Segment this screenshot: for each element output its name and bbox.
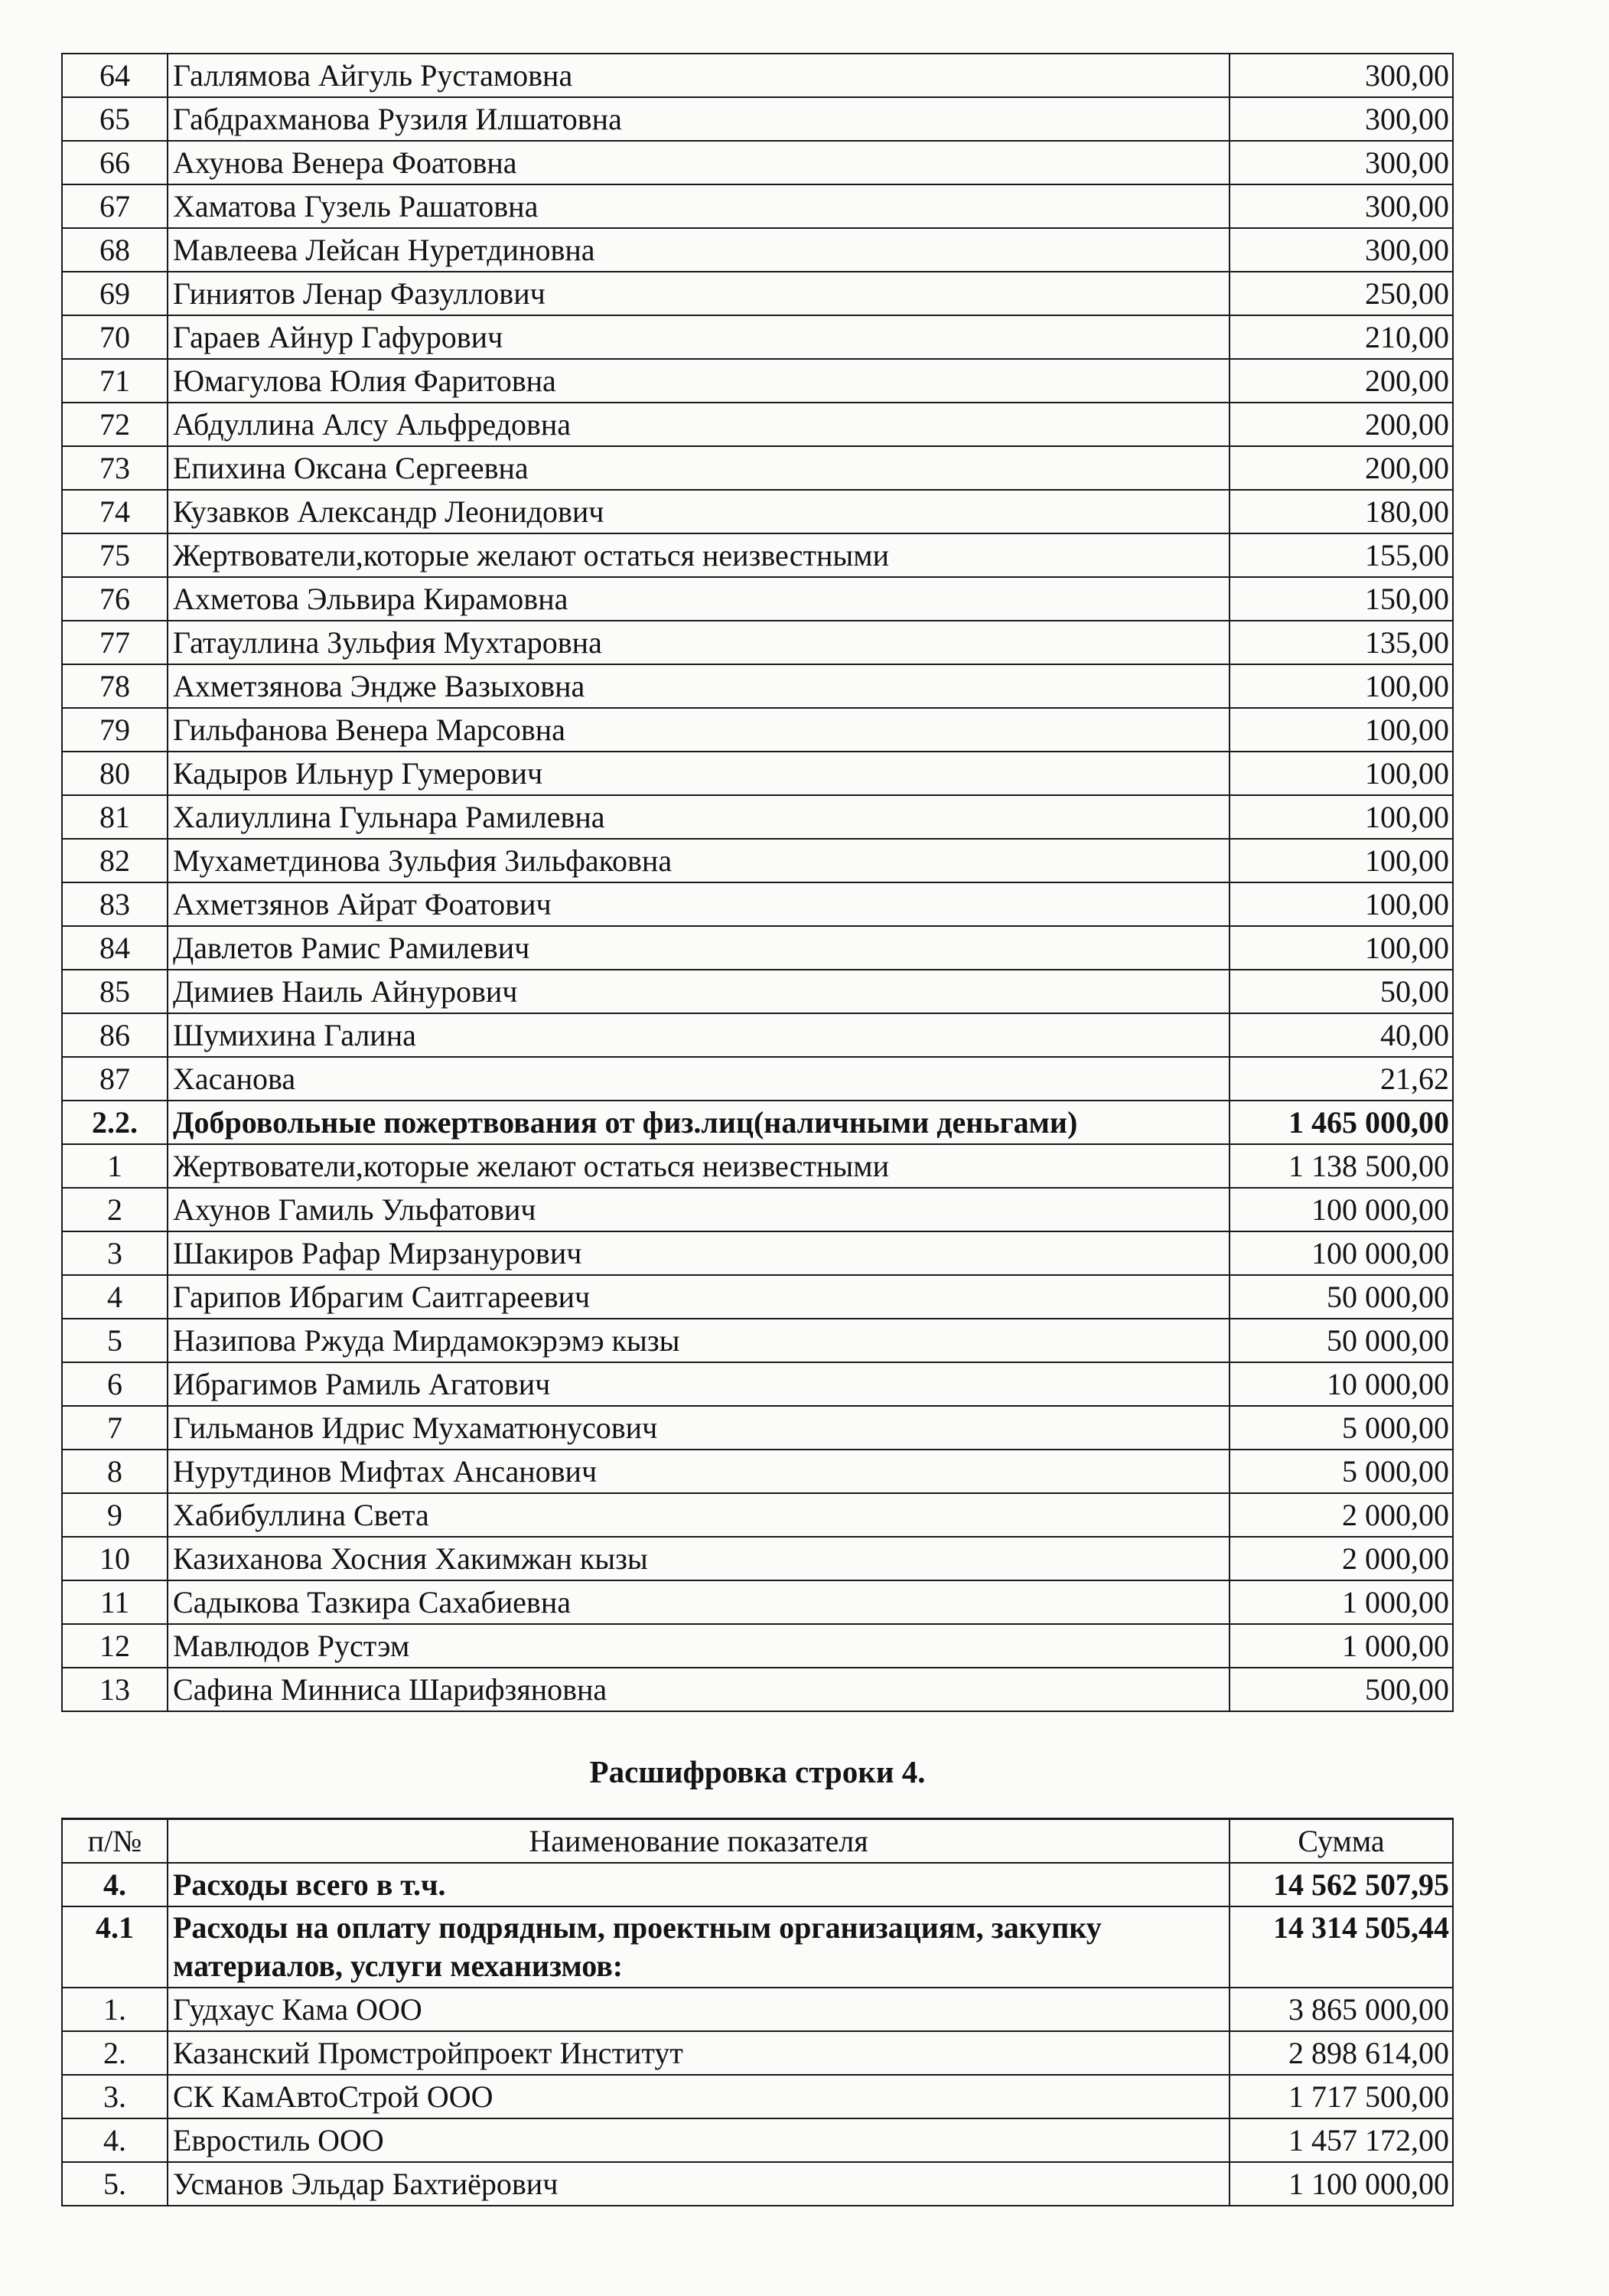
- row-name: Усманов Эльдар Бахтиёрович: [168, 2162, 1230, 2206]
- row-name: Расходы на оплату подрядным, проектным организациям, закупку материалов, услуги механизмов:: [168, 1906, 1230, 1988]
- row-name: Гиниятов Ленар Фазуллович: [168, 272, 1230, 315]
- row-amount: 300,00: [1230, 228, 1453, 272]
- row-amount: 1 100 000,00: [1230, 2162, 1453, 2206]
- row-number: 84: [62, 926, 168, 970]
- row-name: Абдуллина Алсу Альфредовна: [168, 403, 1230, 446]
- table-row: [62, 970, 1453, 1013]
- expenses-table: [61, 1818, 1454, 2206]
- row-name: Шакиров Рафар Мирзанурович: [168, 1231, 1230, 1275]
- header-amount: Сумма: [1230, 1819, 1453, 1864]
- row-name: Ахметова Эльвира Кирамовна: [168, 577, 1230, 621]
- row-amount: 2 000,00: [1230, 1537, 1453, 1580]
- row-amount: 100,00: [1230, 882, 1453, 926]
- row-amount: 100,00: [1230, 664, 1453, 708]
- row-name: Ахметзянова Эндже Вазыховна: [168, 664, 1230, 708]
- row-number: 10: [62, 1537, 168, 1580]
- row-name: Габдрахманова Рузиля Илшатовна: [168, 97, 1230, 141]
- row-number: 71: [62, 359, 168, 403]
- row-amount: 155,00: [1230, 533, 1453, 577]
- row-number: 5: [62, 1319, 168, 1362]
- row-number: 6: [62, 1362, 168, 1406]
- row-name: Хабибуллина Света: [168, 1493, 1230, 1537]
- row-number: 72: [62, 403, 168, 446]
- table-row: [62, 533, 1453, 577]
- row-name: Сафина Минниса Шарифзяновна: [168, 1668, 1230, 1711]
- header-name: Наименование показателя: [168, 1819, 1230, 1864]
- row-amount: 200,00: [1230, 446, 1453, 490]
- row-number: 11: [62, 1580, 168, 1624]
- row-amount: 100,00: [1230, 839, 1453, 882]
- table-row: [62, 882, 1453, 926]
- table-row: [62, 403, 1453, 446]
- row-number: 70: [62, 315, 168, 359]
- row-number: 85: [62, 970, 168, 1013]
- row-name: Евростиль ООО: [168, 2118, 1230, 2162]
- row-name: Гараев Айнур Гафурович: [168, 315, 1230, 359]
- row-number: 77: [62, 621, 168, 664]
- table-row: [62, 2162, 1453, 2206]
- table-row: [62, 577, 1453, 621]
- row-amount: 1 717 500,00: [1230, 2075, 1453, 2118]
- row-number: 86: [62, 1013, 168, 1057]
- table-row: [62, 97, 1453, 141]
- table-row: [62, 1624, 1453, 1668]
- table-row: [62, 1988, 1453, 2031]
- table-row: [62, 315, 1453, 359]
- row-number: 67: [62, 184, 168, 228]
- row-name: Хаматова Гузель Рашатовна: [168, 184, 1230, 228]
- row-amount: 1 457 172,00: [1230, 2118, 1453, 2162]
- row-name: Галлямова Айгуль Рустамовна: [168, 54, 1230, 97]
- row-name: Димиев Наиль Айнурович: [168, 970, 1230, 1013]
- row-number: 4.1: [62, 1906, 168, 1988]
- row-amount: 100,00: [1230, 795, 1453, 839]
- row-number: 9: [62, 1493, 168, 1537]
- row-name: Гильманов Идрис Мухаматюнусович: [168, 1406, 1230, 1450]
- row-name: Ахунова Венера Фоатовна: [168, 141, 1230, 184]
- table-row: [62, 1450, 1453, 1493]
- row-amount: 300,00: [1230, 184, 1453, 228]
- row-amount: 180,00: [1230, 490, 1453, 533]
- table-row: [62, 1188, 1453, 1231]
- row-amount: 1 000,00: [1230, 1580, 1453, 1624]
- table-row: [62, 1319, 1453, 1362]
- row-name: Гатауллина Зульфия Мухтаровна: [168, 621, 1230, 664]
- row-amount: 100,00: [1230, 926, 1453, 970]
- table-row: [62, 1668, 1453, 1711]
- table-row: [62, 926, 1453, 970]
- row-name: Жертвователи,которые желают остаться неизвестными: [168, 533, 1230, 577]
- row-number: 68: [62, 228, 168, 272]
- row-name: Ахметзянов Айрат Фоатович: [168, 882, 1230, 926]
- row-number: 69: [62, 272, 168, 315]
- row-number: 83: [62, 882, 168, 926]
- table-row: [62, 446, 1453, 490]
- row-name: СК КамАвтоСтрой ООО: [168, 2075, 1230, 2118]
- row-name: Гарипов Ибрагим Саитгареевич: [168, 1275, 1230, 1319]
- row-amount: 100,00: [1230, 752, 1453, 795]
- row-amount: 3 865 000,00: [1230, 1988, 1453, 2031]
- table-row: [62, 490, 1453, 533]
- table-row: [62, 228, 1453, 272]
- row-name: Гудхаус Кама ООО: [168, 1988, 1230, 2031]
- row-name: Казиханова Хосния Хакимжан кызы: [168, 1537, 1230, 1580]
- row-amount: 14 562 507,95: [1230, 1863, 1453, 1906]
- table-row: [62, 1275, 1453, 1319]
- row-number: 73: [62, 446, 168, 490]
- row-amount: 10 000,00: [1230, 1362, 1453, 1406]
- row-name: Епихина Оксана Сергеевна: [168, 446, 1230, 490]
- row-amount: 135,00: [1230, 621, 1453, 664]
- row-amount: 300,00: [1230, 141, 1453, 184]
- table-row: [62, 839, 1453, 882]
- row-number: 4.: [62, 1863, 168, 1906]
- row-number: 13: [62, 1668, 168, 1711]
- row-name: Нурутдинов Мифтах Ансанович: [168, 1450, 1230, 1493]
- row-number: 3: [62, 1231, 168, 1275]
- row-name: Гильфанова Венера Марсовна: [168, 708, 1230, 752]
- section-subtitle: Расшифровка строки 4.: [589, 1754, 926, 1789]
- row-name: Назипова Ржуда Мирдамокэрэмэ кызы: [168, 1319, 1230, 1362]
- row-amount: 150,00: [1230, 577, 1453, 621]
- row-amount: 500,00: [1230, 1668, 1453, 1711]
- expenses-table-body: [62, 1863, 1453, 2206]
- donations-table: [61, 53, 1454, 1712]
- row-name: Халиуллина Гульнара Рамилевна: [168, 795, 1230, 839]
- row-number: 76: [62, 577, 168, 621]
- row-number: 74: [62, 490, 168, 533]
- table-row: [62, 1013, 1453, 1057]
- table-row: [62, 141, 1453, 184]
- row-name: Мавлюдов Рустэм: [168, 1624, 1230, 1668]
- row-number: 87: [62, 1057, 168, 1101]
- row-number: 7: [62, 1406, 168, 1450]
- table-row: [62, 1057, 1453, 1101]
- row-number: 4.: [62, 2118, 168, 2162]
- table-row: [62, 184, 1453, 228]
- row-number: 5.: [62, 2162, 168, 2206]
- table-row: [62, 664, 1453, 708]
- row-amount: 200,00: [1230, 403, 1453, 446]
- table-row: [62, 1406, 1453, 1450]
- row-number: 1.: [62, 1988, 168, 2031]
- row-name: Добровольные пожертвования от физ.лиц(наличными деньгами): [168, 1101, 1230, 1144]
- row-name: Шумихина Галина: [168, 1013, 1230, 1057]
- row-amount: 1 465 000,00: [1230, 1101, 1453, 1144]
- row-name: Юмагулова Юлия Фаритовна: [168, 359, 1230, 403]
- table-row: [62, 1537, 1453, 1580]
- row-amount: 50 000,00: [1230, 1275, 1453, 1319]
- row-amount: 2 898 614,00: [1230, 2031, 1453, 2075]
- row-name: Мавлеева Лейсан Нуретдиновна: [168, 228, 1230, 272]
- row-name: Кадыров Ильнур Гумерович: [168, 752, 1230, 795]
- row-amount: 50,00: [1230, 970, 1453, 1013]
- table-row: [62, 1231, 1453, 1275]
- header-num: п/№: [62, 1819, 168, 1864]
- row-name: Казанский Промстройпроект Институт: [168, 2031, 1230, 2075]
- row-amount: 200,00: [1230, 359, 1453, 403]
- table-row: [62, 54, 1453, 97]
- table-row: [62, 1863, 1453, 1906]
- row-number: 4: [62, 1275, 168, 1319]
- row-amount: 300,00: [1230, 97, 1453, 141]
- table-row: [62, 2031, 1453, 2075]
- donations-table-body: [62, 54, 1453, 1711]
- table-row: [62, 272, 1453, 315]
- row-name: Ахунов Гамиль Ульфатович: [168, 1188, 1230, 1231]
- row-amount: 5 000,00: [1230, 1406, 1453, 1450]
- table-row: [62, 1906, 1453, 1988]
- row-amount: 250,00: [1230, 272, 1453, 315]
- table-row: [62, 1580, 1453, 1624]
- row-name: Расходы всего в т.ч.: [168, 1863, 1230, 1906]
- table-row: [62, 1101, 1453, 1144]
- table-row: [62, 708, 1453, 752]
- table-row: [62, 2118, 1453, 2162]
- row-number: 2: [62, 1188, 168, 1231]
- row-number: 3.: [62, 2075, 168, 2118]
- row-amount: 1 000,00: [1230, 1624, 1453, 1668]
- row-number: 79: [62, 708, 168, 752]
- row-amount: 21,62: [1230, 1057, 1453, 1101]
- table-row: [62, 2075, 1453, 2118]
- row-name: Жертвователи,которые желают остаться неизвестными: [168, 1144, 1230, 1188]
- row-number: 2.: [62, 2031, 168, 2075]
- row-number: 81: [62, 795, 168, 839]
- row-amount: 100 000,00: [1230, 1231, 1453, 1275]
- row-number: 8: [62, 1450, 168, 1493]
- row-number: 78: [62, 664, 168, 708]
- row-number: 1: [62, 1144, 168, 1188]
- row-amount: 210,00: [1230, 315, 1453, 359]
- expenses-table-header: [62, 1819, 1453, 1864]
- row-number: 65: [62, 97, 168, 141]
- row-number: 12: [62, 1624, 168, 1668]
- row-number: 2.2.: [62, 1101, 168, 1144]
- row-amount: 5 000,00: [1230, 1450, 1453, 1493]
- row-amount: 1 138 500,00: [1230, 1144, 1453, 1188]
- row-name: Кузавков Александр Леонидович: [168, 490, 1230, 533]
- row-amount: 100,00: [1230, 708, 1453, 752]
- row-name: Хасанова: [168, 1057, 1230, 1101]
- table-row: [62, 1144, 1453, 1188]
- row-number: 75: [62, 533, 168, 577]
- row-amount: 50 000,00: [1230, 1319, 1453, 1362]
- row-number: 66: [62, 141, 168, 184]
- row-number: 64: [62, 54, 168, 97]
- table-row: [62, 752, 1453, 795]
- row-amount: 40,00: [1230, 1013, 1453, 1057]
- row-name: Садыкова Тазкира Сахабиевна: [168, 1580, 1230, 1624]
- row-number: 82: [62, 839, 168, 882]
- row-amount: 14 314 505,44: [1230, 1906, 1453, 1988]
- table-row: [62, 621, 1453, 664]
- row-name: Ибрагимов Рамиль Агатович: [168, 1362, 1230, 1406]
- table-row: [62, 1362, 1453, 1406]
- row-amount: 100 000,00: [1230, 1188, 1453, 1231]
- row-name: Давлетов Рамис Рамилевич: [168, 926, 1230, 970]
- table-row: [62, 1493, 1453, 1537]
- row-amount: 300,00: [1230, 54, 1453, 97]
- table-row: [62, 795, 1453, 839]
- table-row: [62, 359, 1453, 403]
- row-number: 80: [62, 752, 168, 795]
- row-name: Мухаметдинова Зульфия Зильфаковна: [168, 839, 1230, 882]
- row-amount: 2 000,00: [1230, 1493, 1453, 1537]
